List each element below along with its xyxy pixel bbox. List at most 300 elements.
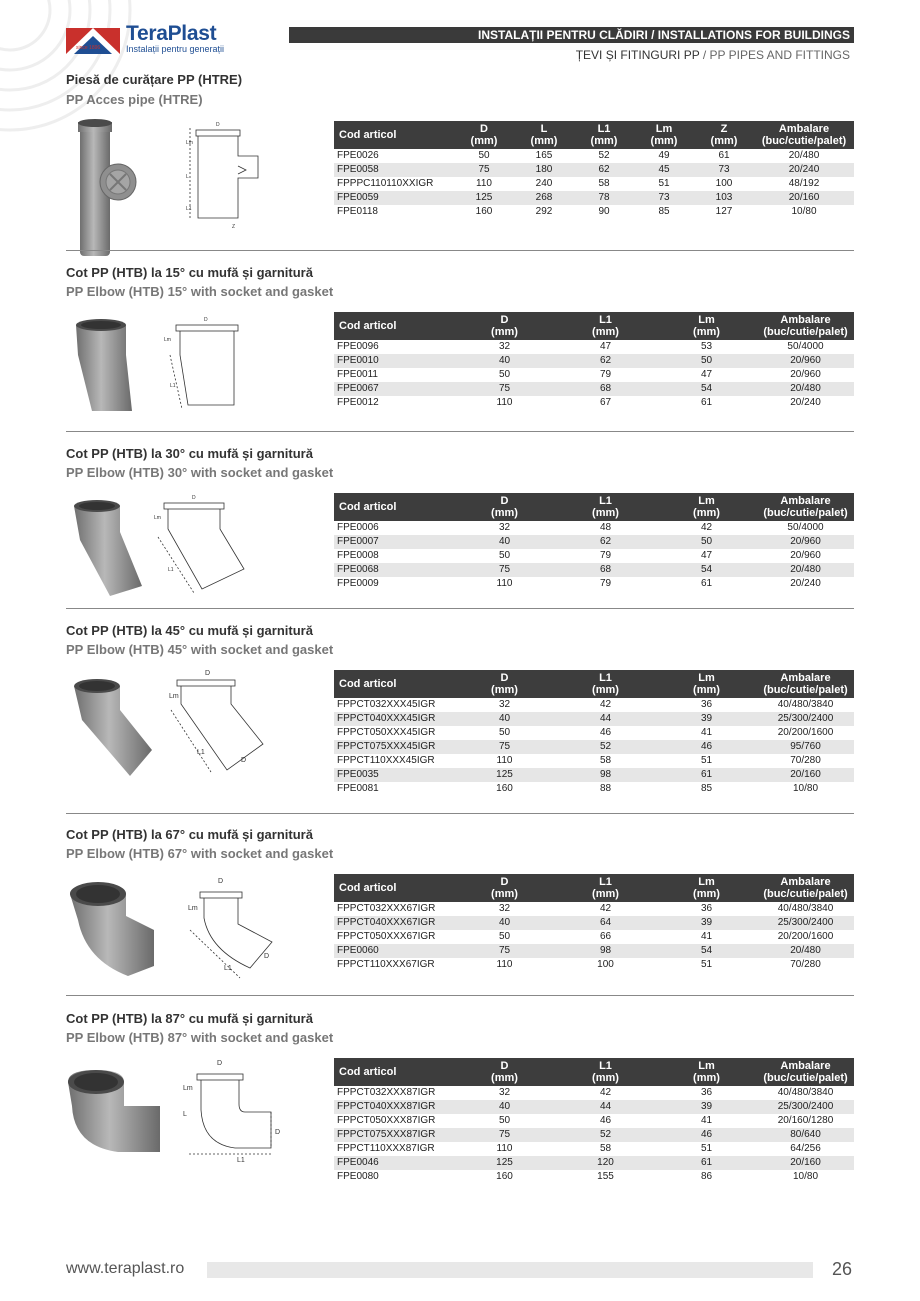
- table-cell: 50: [478, 150, 490, 161]
- table-row: [334, 205, 854, 219]
- section-title-ro: Cot PP (HTB) la 67° cu mufă și garnitură: [66, 827, 313, 842]
- table-cell: 75: [454, 944, 555, 958]
- table-cell: 95/760: [757, 740, 854, 754]
- table-cell: 90: [598, 206, 610, 217]
- table-cell: FPE0006: [337, 522, 379, 533]
- table-row: [334, 340, 854, 354]
- section-title-ro: Cot PP (HTB) la 45° cu mufă și garnitură: [66, 623, 313, 638]
- table-cell: 51: [700, 755, 713, 766]
- section-title-en: PP Elbow (HTB) 87° with socket and gasket: [66, 1030, 334, 1045]
- col-header-line: Cod articol: [339, 678, 397, 690]
- table-cell: 36: [700, 903, 713, 914]
- col-header: [694, 121, 754, 149]
- table-row: [334, 549, 854, 563]
- table-cell: 110: [496, 397, 513, 408]
- table-cell: 180: [514, 163, 574, 177]
- table-row: [334, 916, 854, 930]
- table-cell: 20/160: [757, 1156, 854, 1170]
- col-header-unit: (mm): [491, 684, 518, 696]
- table-cell: 20/960: [790, 369, 821, 380]
- table-cell: 36: [700, 1087, 713, 1098]
- table-row: [334, 1114, 854, 1128]
- section-divider: [66, 813, 854, 814]
- dim-label-d: D: [205, 670, 211, 677]
- dim-label-lm: Lm: [169, 693, 179, 700]
- table-cell: 62: [574, 163, 634, 177]
- section-divider: [66, 608, 854, 609]
- col-header: [454, 312, 555, 340]
- table-cell: FPPCT032XXX87IGR: [337, 1087, 436, 1098]
- dim-label-lm: Lm: [183, 1085, 193, 1092]
- col-header-line: Lm: [698, 314, 715, 326]
- table-cell: 40: [454, 1100, 555, 1114]
- table-row: [334, 712, 854, 726]
- table-cell: 54: [656, 563, 757, 577]
- table-cell: FPPCT050XXX45IGR: [337, 727, 436, 738]
- col-header-line: L1: [599, 672, 612, 684]
- col-header-unit: (mm): [592, 888, 619, 900]
- col-header-unit: (mm): [592, 326, 619, 338]
- table-cell: FPPCT075XXX87IGR: [334, 1128, 454, 1142]
- table-header-row: [334, 312, 854, 340]
- table-row: [334, 535, 854, 549]
- col-header: [454, 1058, 555, 1086]
- section-title-ro: Cot PP (HTB) la 15° cu mufă și garnitură: [66, 265, 313, 280]
- table-cell: 85: [658, 206, 670, 217]
- col-header: [656, 874, 757, 902]
- col-header-unit: (mm): [710, 135, 738, 147]
- table-cell: 62: [555, 354, 656, 368]
- table-cell: 32: [498, 1087, 511, 1098]
- table-cell: 78: [574, 191, 634, 205]
- col-header-unit: (mm): [491, 888, 518, 900]
- table-cell: 110: [496, 578, 513, 589]
- dim-label-l: L: [186, 174, 189, 180]
- table-cell: 125: [454, 1156, 555, 1170]
- table-cell: 50: [498, 931, 511, 942]
- col-header-unit: (mm): [470, 135, 498, 147]
- col-header-unit: (buc/cutie/palet): [763, 684, 848, 696]
- table-cell: 40: [454, 712, 555, 726]
- col-header-unit: (buc/cutie/palet): [763, 888, 848, 900]
- table-cell: 110: [496, 755, 513, 766]
- col-header: [334, 1058, 454, 1086]
- table-cell: 54: [656, 944, 757, 958]
- table-cell: 20/240: [790, 397, 821, 408]
- table-cell: 50: [656, 354, 757, 368]
- table-cell: 75: [454, 740, 555, 754]
- dim-label-l1: L1: [224, 965, 232, 972]
- table-cell: FPPCT050XXX87IGR: [337, 1115, 436, 1126]
- table-row: [334, 1170, 854, 1184]
- table-cell: 160: [496, 783, 513, 794]
- table-row: [334, 382, 854, 396]
- table-cell: 125: [454, 768, 555, 782]
- table-row: [334, 1100, 854, 1114]
- table-cell: 79: [599, 578, 612, 589]
- table-cell: 79: [599, 369, 612, 380]
- table-cell: 51: [658, 178, 670, 189]
- table-row: [334, 1142, 854, 1156]
- col-header-unit: (mm): [693, 1072, 720, 1084]
- table-cell: 85: [700, 783, 713, 794]
- table-cell: FPE0118: [337, 206, 378, 217]
- table-cell: 86: [700, 1171, 713, 1182]
- col-header: [555, 493, 656, 521]
- dim-label-d: D: [216, 122, 220, 128]
- table-cell: 39: [656, 1100, 757, 1114]
- table-cell: 98: [555, 768, 656, 782]
- col-header: [555, 874, 656, 902]
- col-header: [454, 121, 514, 149]
- brand-since: since 1896: [76, 45, 101, 51]
- col-header-line: Lm: [698, 495, 715, 507]
- table-cell: FPE0012: [337, 397, 379, 408]
- dim-label-z: Z: [232, 224, 236, 230]
- table-cell: FPPCT040XXX67IGR: [334, 916, 454, 930]
- table-cell: 20/240: [754, 163, 854, 177]
- col-header-line: D: [500, 314, 509, 326]
- table-cell: 61: [718, 150, 730, 161]
- col-header: [574, 121, 634, 149]
- table-cell: 32: [498, 699, 511, 710]
- col-header: [514, 121, 574, 149]
- col-header-line: D: [500, 495, 509, 507]
- table-cell: 54: [656, 382, 757, 396]
- table-cell: 50: [498, 727, 511, 738]
- table-cell: FPE0026: [337, 150, 379, 161]
- access-pipe-photo: [70, 118, 140, 260]
- table-cell: 41: [700, 1115, 713, 1126]
- table-cell: 155: [597, 1171, 614, 1182]
- access-pipe-drawing: [180, 118, 270, 230]
- col-header-unit: (mm): [491, 507, 518, 519]
- table-cell: 100: [715, 178, 733, 189]
- table-cell: 64/256: [790, 1143, 821, 1154]
- table-cell: FPE0067: [334, 382, 454, 396]
- table-cell: 36: [700, 699, 713, 710]
- table-cell: 68: [555, 382, 656, 396]
- elbow-15-drawing: [160, 315, 250, 415]
- col-header-line: Z: [720, 123, 728, 135]
- table-cell: 52: [598, 150, 610, 161]
- table-cell: 58: [599, 1143, 612, 1154]
- table-cell: FPE0081: [337, 783, 379, 794]
- table-cell: FPE0080: [337, 1171, 379, 1182]
- table-row: [334, 1086, 854, 1100]
- section-title-en: PP Elbow (HTB) 45° with socket and gasket: [66, 642, 334, 657]
- table-cell: 58: [598, 178, 610, 189]
- table-cell: FPPPC110110XXIGR: [337, 178, 434, 189]
- dim-label-l1: L1: [168, 567, 174, 573]
- col-header-line: Lm: [698, 1060, 715, 1072]
- table-cell: 42: [599, 903, 612, 914]
- table-cell: 58: [599, 755, 612, 766]
- col-header: [334, 312, 454, 340]
- col-header-line: Ambalare: [778, 123, 830, 135]
- col-header: [757, 670, 854, 698]
- table-cell: FPE0058: [334, 163, 454, 177]
- table-header-row: [334, 121, 854, 149]
- table-cell: 110: [496, 959, 513, 970]
- table-cell: 40/480/3840: [777, 699, 834, 710]
- section-title-ro: Cot PP (HTB) la 30° cu mufă și garnitură: [66, 446, 313, 461]
- header-subtitle-ro: ȚEVI ȘI FITINGURI PP: [575, 48, 700, 62]
- table-header-row: [334, 1058, 854, 1086]
- elbow-30-drawing: [150, 493, 250, 595]
- col-header-line: L: [540, 123, 548, 135]
- col-header-unit: (mm): [693, 888, 720, 900]
- spec-table: [334, 493, 854, 591]
- col-header: [757, 874, 854, 902]
- table-cell: 61: [700, 578, 713, 589]
- table-cell: 51: [700, 1143, 713, 1154]
- col-header-unit: (buc/cutie/palet): [763, 326, 848, 338]
- table-cell: 10/80: [791, 206, 817, 217]
- col-header: [454, 493, 555, 521]
- elbow-67-photo: [68, 880, 158, 980]
- table-cell: 52: [555, 740, 656, 754]
- table-cell: 70/280: [790, 755, 821, 766]
- table-cell: FPE0009: [337, 578, 379, 589]
- table-cell: FPE0007: [334, 535, 454, 549]
- col-header: [634, 121, 694, 149]
- dim-label-l1: L1: [237, 1157, 245, 1164]
- col-header-line: Ambalare: [780, 314, 831, 326]
- spec-table: [334, 874, 854, 972]
- table-cell: 45: [634, 163, 694, 177]
- table-row: [334, 782, 854, 796]
- col-header: [757, 493, 854, 521]
- table-cell: FPE0060: [334, 944, 454, 958]
- table-cell: 20/160/1280: [777, 1115, 834, 1126]
- table-cell: 20/240: [790, 578, 821, 589]
- col-header-line: D: [500, 672, 509, 684]
- section-title-en: PP Elbow (HTB) 67° with socket and gasket: [66, 846, 334, 861]
- table-row: [334, 163, 854, 177]
- table-cell: FPPCT075XXX45IGR: [334, 740, 454, 754]
- table-cell: 268: [514, 191, 574, 205]
- table-cell: 70/280: [790, 959, 821, 970]
- table-cell: 61: [656, 768, 757, 782]
- col-header-unit: (buc/cutie/palet): [763, 1072, 848, 1084]
- table-cell: 20/200/1600: [777, 931, 834, 942]
- col-header-line: Ambalare: [780, 876, 831, 888]
- table-cell: 32: [498, 522, 511, 533]
- table-cell: 75: [454, 563, 555, 577]
- table-cell: 47: [700, 369, 713, 380]
- col-header-line: Lm: [698, 876, 715, 888]
- col-header: [656, 1058, 757, 1086]
- table-cell: 62: [555, 535, 656, 549]
- elbow-45-drawing: [165, 666, 275, 776]
- table-row: [334, 521, 854, 535]
- spec-table: [334, 121, 854, 219]
- col-header-line: Ambalare: [780, 1060, 831, 1072]
- col-header: [757, 312, 854, 340]
- dim-label-d: D: [192, 495, 196, 501]
- table-cell: FPPCT110XXX87IGR: [337, 1143, 435, 1154]
- dim-label-d2: D: [264, 953, 270, 960]
- dim-label-d2: D: [241, 757, 247, 764]
- table-cell: 61: [656, 1156, 757, 1170]
- dim-label-d: D: [217, 1060, 223, 1067]
- header-subtitle-en: PP PIPES AND FITTINGS: [709, 48, 850, 62]
- table-cell: 50: [498, 550, 511, 561]
- col-header-line: Lm: [655, 123, 673, 135]
- dim-label-d: D: [204, 317, 208, 323]
- col-header-line: L1: [599, 1060, 612, 1072]
- brand-name: TeraPlast: [126, 21, 217, 45]
- table-cell: 88: [599, 783, 612, 794]
- table-cell: 52: [555, 1128, 656, 1142]
- table-row: [334, 768, 854, 782]
- table-cell: 46: [599, 727, 612, 738]
- col-header: [555, 670, 656, 698]
- table-row: [334, 354, 854, 368]
- dim-label-l: L: [183, 1111, 187, 1118]
- table-cell: 50: [498, 1115, 511, 1126]
- col-header-unit: (buc/cutie/palet): [763, 507, 848, 519]
- table-cell: 79: [599, 550, 612, 561]
- table-row: [334, 958, 854, 972]
- table-row: [334, 368, 854, 382]
- table-row: [334, 740, 854, 754]
- brand-tagline: Instalații pentru generații: [126, 43, 225, 54]
- table-cell: 110: [476, 178, 492, 189]
- table-cell: 292: [535, 206, 553, 217]
- table-cell: FPPCT040XXX45IGR: [334, 712, 454, 726]
- col-header: [754, 121, 854, 149]
- table-cell: FPE0008: [337, 550, 379, 561]
- col-header: [334, 670, 454, 698]
- section-divider: [66, 250, 854, 251]
- col-header-line: D: [500, 1060, 509, 1072]
- table-row: [334, 930, 854, 944]
- table-cell: 61: [700, 397, 713, 408]
- col-header: [334, 874, 454, 902]
- col-header-line: Lm: [698, 672, 715, 684]
- header-subtitle-sep: /: [699, 48, 710, 62]
- col-header-unit: (mm): [491, 326, 518, 338]
- col-header-unit: (mm): [693, 326, 720, 338]
- elbow-87-photo: [66, 1066, 162, 1158]
- section-title-ro: Cot PP (HTB) la 87° cu mufă și garnitură: [66, 1011, 313, 1026]
- table-cell: 127: [715, 206, 733, 217]
- dim-label-lm: Lm: [186, 140, 193, 146]
- spec-table: [334, 1058, 854, 1184]
- table-row: [334, 698, 854, 712]
- table-cell: 25/300/2400: [757, 916, 854, 930]
- table-cell: 110: [496, 1143, 513, 1154]
- table-cell: 46: [599, 1115, 612, 1126]
- table-cell: 10/80: [792, 783, 819, 794]
- dim-label-d: D: [218, 878, 224, 885]
- table-cell: 66: [599, 931, 612, 942]
- table-cell: 68: [555, 563, 656, 577]
- table-cell: 42: [599, 699, 612, 710]
- col-header: [656, 493, 757, 521]
- table-cell: FPPCT032XXX45IGR: [337, 699, 436, 710]
- col-header-line: D: [480, 123, 488, 135]
- col-header-unit: (mm): [592, 1072, 619, 1084]
- table-cell: 73: [634, 191, 694, 205]
- spec-table: [334, 670, 854, 796]
- table-cell: 75: [454, 382, 555, 396]
- col-header: [334, 493, 454, 521]
- footer-bar: [207, 1262, 813, 1278]
- elbow-67-drawing: [180, 872, 285, 980]
- col-header-line: Cod articol: [339, 1066, 397, 1078]
- table-header-row: [334, 874, 854, 902]
- col-header-line: Cod articol: [339, 882, 397, 894]
- table-header-row: [334, 493, 854, 521]
- col-header-unit: (mm): [650, 135, 678, 147]
- table-row: [334, 177, 854, 191]
- table-cell: 32: [498, 903, 511, 914]
- table-row: [334, 1128, 854, 1142]
- table-cell: 42: [700, 522, 713, 533]
- table-row: [334, 191, 854, 205]
- table-cell: FPPCT050XXX67IGR: [337, 931, 436, 942]
- col-header: [555, 312, 656, 340]
- header-subtitle: [576, 48, 850, 62]
- table-cell: FPE0010: [334, 354, 454, 368]
- dim-label-l1: L1: [197, 749, 205, 756]
- table-cell: 120: [555, 1156, 656, 1170]
- section-title-en: PP Elbow (HTB) 30° with socket and gasket: [66, 465, 334, 480]
- table-cell: 20/960: [757, 535, 854, 549]
- table-cell: FPE0068: [334, 563, 454, 577]
- table-cell: 64: [555, 916, 656, 930]
- col-header-line: L1: [599, 876, 612, 888]
- section-divider: [66, 995, 854, 996]
- table-cell: FPE0059: [334, 191, 454, 205]
- table-cell: FPPCT032XXX67IGR: [337, 903, 436, 914]
- table-row: [334, 726, 854, 740]
- table-row: [334, 149, 854, 163]
- header-title: INSTALAȚII PENTRU CLĂDIRI / INSTALLATIONS FOR BUILDINGS: [478, 28, 850, 42]
- table-cell: 40/480/3840: [777, 1087, 834, 1098]
- table-cell: FPE0035: [334, 768, 454, 782]
- col-header-unit: (mm): [693, 507, 720, 519]
- table-cell: 32: [498, 341, 511, 352]
- col-header: [334, 121, 454, 149]
- col-header: [656, 670, 757, 698]
- col-header-unit: (buc/cutie/palet): [761, 135, 847, 147]
- col-header-line: D: [500, 876, 509, 888]
- table-cell: 20/160: [757, 768, 854, 782]
- footer-url-link[interactable]: www.teraplast.ro: [66, 1260, 185, 1277]
- section-title-en: PP Acces pipe (HTRE): [66, 92, 203, 107]
- col-header: [454, 874, 555, 902]
- table-cell: 41: [700, 931, 713, 942]
- table-cell: 80/640: [757, 1128, 854, 1142]
- table-cell: 98: [555, 944, 656, 958]
- dim-label-lm: Lm: [188, 905, 198, 912]
- table-cell: 75: [454, 163, 514, 177]
- table-cell: 20/960: [757, 354, 854, 368]
- page-number: 26: [832, 1259, 853, 1279]
- spec-table: [334, 312, 854, 410]
- table-cell: 75: [454, 1128, 555, 1142]
- table-cell: 44: [555, 712, 656, 726]
- table-cell: FPPCT040XXX87IGR: [334, 1100, 454, 1114]
- col-header-unit: (mm): [491, 1072, 518, 1084]
- table-cell: 20/160: [754, 191, 854, 205]
- table-cell: FPE0046: [334, 1156, 454, 1170]
- table-cell: 20/200/1600: [777, 727, 834, 738]
